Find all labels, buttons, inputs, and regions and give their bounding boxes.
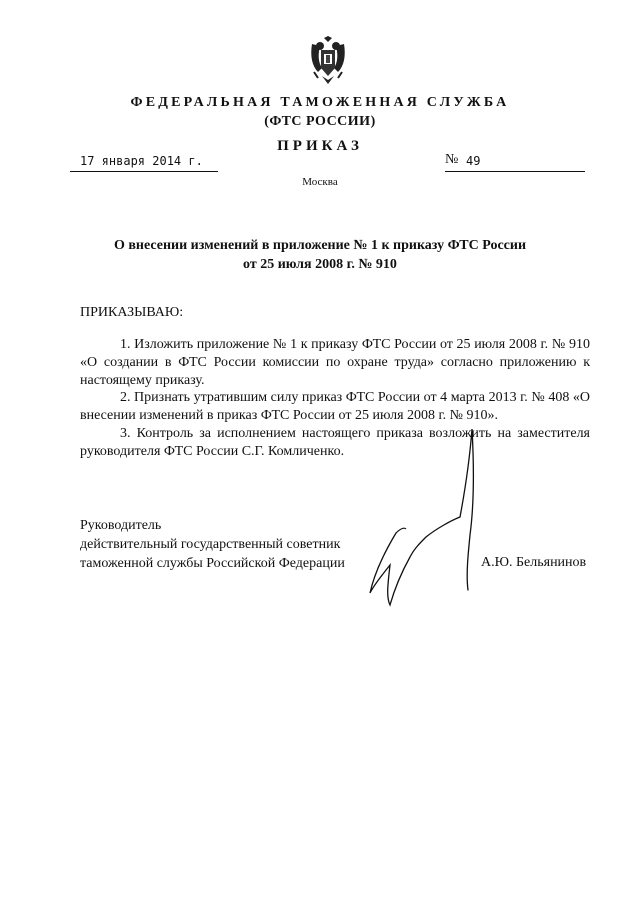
number-label: № — [445, 152, 459, 167]
document-number: 49 — [466, 154, 481, 168]
handwritten-signature-icon — [340, 425, 520, 615]
position-line-1: Руководитель — [80, 518, 162, 533]
number-underline — [445, 171, 585, 172]
order-item-3: 3. Контроль за исполнением настоящего приказа возложить на заместителя руководителя ФТС России С.Г. Комличенко. — [80, 425, 590, 459]
eagle-emblem-icon — [306, 36, 350, 86]
document-type: ПРИКАЗ — [277, 138, 363, 154]
title-line-1: О внесении изменений в приложение № 1 к приказу ФТС России — [113, 238, 527, 253]
position-line-3: таможенной службы Российской Федерации — [80, 556, 345, 571]
order-word: ПРИКАЗЫВАЮ: — [80, 305, 184, 320]
position-line-2: действительный государственный советник — [80, 537, 341, 552]
order-item-2: 2. Признать утратившим силу приказ ФТС России от 4 марта 2013 г. № 408 «О внесении изменений в приказ ФТС России от 25 июля 2008 г. № 910». — [80, 390, 590, 424]
title-line-2: от 25 июля 2008 г. № 910 — [243, 257, 397, 272]
order-item-1: 1. Изложить приложение № 1 к приказу ФТС России от 25 июля 2008 г. № 910 «О создании в ФТС России комиссии по охране труда» согласно приложению к настоящему приказу. — [80, 337, 590, 388]
signatory-name: А.Ю. Бельянинов — [481, 555, 587, 570]
signatory-position — [80, 516, 345, 573]
organization-name: ФЕДЕРАЛЬНАЯ ТАМОЖЕННАЯ СЛУЖБА — [130, 95, 510, 110]
document-title — [0, 236, 640, 274]
city: Москва — [302, 176, 338, 188]
document-date: 17 января 2014 г. — [80, 154, 203, 168]
organization-abbreviation: (ФТС РОССИИ) — [264, 114, 376, 129]
date-underline — [70, 171, 218, 172]
